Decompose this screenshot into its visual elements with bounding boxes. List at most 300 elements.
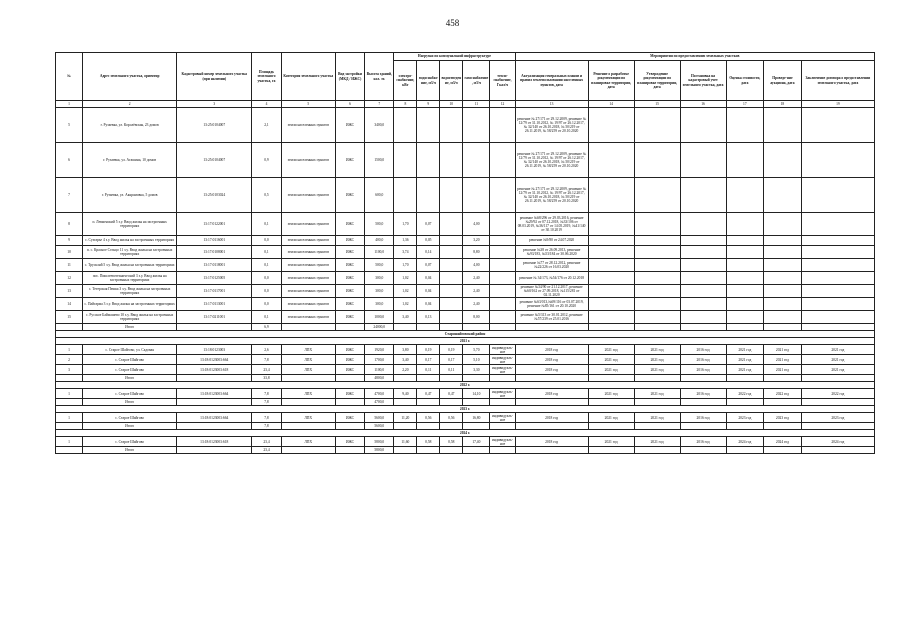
table-cell: 9,40	[394, 389, 417, 399]
table-cell	[801, 259, 874, 272]
table-cell: индивидуаль-ное	[490, 365, 515, 375]
table-cell: 500,0	[365, 213, 394, 236]
table-cell: 1,02	[394, 298, 417, 311]
total-row	[56, 375, 875, 382]
table-row	[56, 413, 875, 423]
table-cell: п. с. Красное Сельцо 11 з.у. Ввод жилья на застроенных территориях	[83, 246, 177, 259]
column-number: 5	[281, 101, 335, 108]
col-approve-header: Утверждение документации по планировке территории, дата	[634, 61, 680, 101]
table-cell: ИЖС	[335, 298, 364, 311]
table-cell	[394, 178, 417, 213]
table-cell	[463, 375, 490, 382]
table-cell: 13:18:0123003:664	[177, 413, 252, 423]
table-cell	[440, 178, 463, 213]
table-cell	[588, 213, 634, 236]
total-row	[56, 399, 875, 406]
table-cell	[588, 178, 634, 213]
table-cell: 300,0	[365, 272, 394, 285]
table-cell	[634, 259, 680, 272]
table-cell: ИЖС	[335, 143, 364, 178]
column-number: 4	[252, 101, 281, 108]
table-cell	[394, 108, 417, 143]
table-cell	[634, 178, 680, 213]
table-cell	[680, 375, 726, 382]
table-cell: 0,0	[252, 298, 281, 311]
table-cell	[440, 246, 463, 259]
table-cell	[281, 399, 335, 406]
table-cell	[726, 246, 764, 259]
total-row	[56, 447, 875, 454]
table-cell	[726, 447, 764, 454]
table-cell	[764, 178, 802, 213]
table-cell: 2021 год	[634, 413, 680, 423]
table-cell	[680, 178, 726, 213]
col-height-header: Высота зданий, кол. эт.	[365, 53, 394, 101]
table-cell	[440, 285, 463, 298]
table-cell: 2024 год	[764, 437, 802, 447]
table-cell: 2021 год	[588, 413, 634, 423]
table-cell: 1920,0	[365, 345, 394, 355]
table-cell: 2,1	[252, 108, 281, 143]
col-category-header: Категория земельного участка	[281, 53, 335, 101]
table-cell	[440, 375, 463, 382]
table-cell: 0,5	[252, 178, 281, 213]
table-cell	[588, 108, 634, 143]
total-row	[56, 423, 875, 430]
table-cell	[281, 324, 335, 331]
col-auction-header: Проведе-ние аукциона, дата	[764, 61, 802, 101]
table-row	[56, 311, 875, 324]
table-cell: 13:18:0123003:664	[177, 355, 252, 365]
table-cell: 2021 год	[801, 345, 874, 355]
table-cell: с. Старое Шайгово	[83, 437, 177, 447]
table-cell	[634, 311, 680, 324]
table-cell	[440, 311, 463, 324]
col-type-header: Вид застройки (МКД / ИЖС)	[335, 53, 364, 101]
table-cell: 5	[56, 108, 83, 143]
column-number: 7	[365, 101, 394, 108]
table-cell: 2016 год	[680, 365, 726, 375]
table-cell: 2016 год	[680, 345, 726, 355]
table-cell	[281, 447, 335, 454]
col-update-header: Актуализация генеральных планов и правил землепользования населенных пунктов, дата	[515, 61, 588, 101]
table-cell	[801, 285, 874, 298]
table-cell: 0,07	[417, 213, 440, 236]
table-cell: решение № 34/173, №54/176 от 20.12.2018	[515, 272, 588, 285]
table-cell	[515, 375, 588, 382]
table-cell: земли населенных пунктов	[281, 298, 335, 311]
table-cell: 2021 год	[726, 365, 764, 375]
table-cell: 1,70	[394, 213, 417, 236]
table-cell: п. Левженский 5 з.у. Ввод жилья на застроенных территориях	[83, 213, 177, 236]
table-cell	[440, 108, 463, 143]
table-cell	[417, 178, 440, 213]
table-cell	[634, 236, 680, 246]
col-no-header: №	[56, 53, 83, 101]
table-cell: решение № 27/171 от 29.12.2009, решение № 12/79 от 31.10.2012, № 19/97 от 26.12.2017, № 32/140 от 26.10.2018, № 50/219 от 26.11.2019, № 58/259 от 20.10.2020	[515, 143, 588, 178]
table-cell: ИЖС	[335, 236, 364, 246]
table-cell: 0,13	[417, 311, 440, 324]
table-cell: ИЖС	[335, 272, 364, 285]
table-cell	[490, 213, 515, 236]
table-cell: 3,74	[394, 246, 417, 259]
table-cell: ИЖС	[335, 413, 364, 423]
table-cell: с. Старое Шайгово	[83, 355, 177, 365]
table-cell: 12	[56, 272, 83, 285]
table-cell: 0,05	[417, 236, 440, 246]
table-cell	[726, 311, 764, 324]
table-cell: 2024 год	[726, 437, 764, 447]
table-cell	[680, 399, 726, 406]
table-cell	[764, 259, 802, 272]
table-cell	[764, 423, 802, 430]
table-cell	[634, 423, 680, 430]
table-cell: 2021 год	[726, 355, 764, 365]
table-cell: 9	[56, 236, 83, 246]
table-cell: 2021 год	[588, 389, 634, 399]
table-cell: с. Трускляй 5 з.у. Ввод жилья на застроенных территориях	[83, 259, 177, 272]
table-cell	[634, 285, 680, 298]
table-cell: 13:17:0118001	[177, 259, 252, 272]
table-cell	[680, 259, 726, 272]
table-cell	[281, 375, 335, 382]
table-cell	[490, 246, 515, 259]
table-cell	[335, 423, 364, 430]
table-cell: 2022 год	[801, 389, 874, 399]
table-cell: ИЖС	[335, 178, 364, 213]
table-cell: с. Старое Шайгово	[83, 413, 177, 423]
table-cell	[801, 236, 874, 246]
table-cell: 0,04	[417, 298, 440, 311]
column-numbers-row	[56, 101, 875, 108]
table-cell	[726, 108, 764, 143]
table-cell	[394, 423, 417, 430]
table-cell	[801, 246, 874, 259]
column-number: 9	[417, 101, 440, 108]
table-cell: 0,0	[252, 285, 281, 298]
table-cell: 0,58	[417, 437, 440, 447]
table-cell: 11,60	[394, 437, 417, 447]
table-cell	[490, 324, 515, 331]
col-water-header: водоснабжение, м3/ч	[417, 61, 440, 101]
table-cell: 4,00	[463, 259, 490, 272]
land-plots-table	[55, 52, 875, 454]
column-number: 19	[801, 101, 874, 108]
table-cell: 5,70	[463, 345, 490, 355]
table-cell: 2021 год	[634, 437, 680, 447]
table-cell: ИЖС	[335, 355, 364, 365]
table-cell: 3400,0	[365, 108, 394, 143]
table-cell	[56, 447, 83, 454]
table-cell: 4700,0	[365, 389, 394, 399]
table-cell: ЛПХ	[281, 389, 335, 399]
table-cell	[56, 399, 83, 406]
table-cell: 5,10	[463, 355, 490, 365]
table-cell: Итого	[83, 423, 177, 430]
table-cell	[588, 285, 634, 298]
table-cell: 2022 г.	[56, 382, 875, 389]
table-cell: 2016 год	[680, 389, 726, 399]
table-cell: 13:17:0116001	[177, 236, 252, 246]
table-cell: решение №38 от 26.09.2013, решение №93/183, №53/184 от 30.06.2020	[515, 246, 588, 259]
table-cell: 0,0	[252, 236, 281, 246]
table-cell: 0,19	[440, 345, 463, 355]
column-number: 8	[394, 101, 417, 108]
table-cell: 13	[56, 285, 83, 298]
table-cell: 7,8	[252, 399, 281, 406]
table-cell	[764, 311, 802, 324]
table-cell	[764, 399, 802, 406]
col-contract-header: Заключение договора о предоставлении земельного участка, дата	[801, 61, 874, 101]
table-cell	[490, 423, 515, 430]
table-cell: 0,17	[440, 355, 463, 365]
table-cell: 2021 год	[634, 355, 680, 365]
column-number: 14	[588, 101, 634, 108]
column-number: 12	[490, 101, 515, 108]
table-cell	[634, 143, 680, 178]
table-row	[56, 259, 875, 272]
table-body	[56, 108, 875, 454]
table-cell	[764, 324, 802, 331]
table-cell	[680, 143, 726, 178]
table-cell: 8	[56, 213, 83, 236]
col-elec-header: электро-снабжение, кВт	[394, 61, 417, 101]
table-cell: 2021 год	[801, 365, 874, 375]
table-cell	[726, 178, 764, 213]
table-cell: 2021 год	[588, 355, 634, 365]
table-cell	[726, 423, 764, 430]
table-cell: 2016 год	[680, 437, 726, 447]
column-number: 1	[56, 101, 83, 108]
table-cell	[490, 272, 515, 285]
table-cell: ЛПХ	[281, 345, 335, 355]
table-cell: индивидуаль-ное	[490, 413, 515, 423]
table-row	[56, 285, 875, 298]
table-cell: 7	[56, 178, 83, 213]
table-cell: 1	[56, 345, 83, 355]
table-cell: ИЖС	[335, 365, 364, 375]
table-row	[56, 108, 875, 143]
table-row	[56, 389, 875, 399]
table-cell: с. Тетерская Пешка 3 з.у. Ввод жилья на застроенных территориях	[83, 285, 177, 298]
table-cell: 0,9	[252, 143, 281, 178]
table-cell	[490, 447, 515, 454]
table-cell: 3,20	[463, 236, 490, 246]
column-number: 6	[335, 101, 364, 108]
table-cell	[440, 399, 463, 406]
table-cell	[680, 108, 726, 143]
table-cell: 13:18:0123003	[177, 345, 252, 355]
table-cell	[726, 143, 764, 178]
table-row	[56, 143, 875, 178]
table-cell	[588, 143, 634, 178]
year-header	[56, 338, 875, 345]
table-cell	[588, 236, 634, 246]
table-cell	[417, 447, 440, 454]
column-number: 16	[680, 101, 726, 108]
table-cell	[764, 272, 802, 285]
table-cell: 0,1	[252, 311, 281, 324]
table-cell: 24000,0	[365, 324, 394, 331]
table-cell: 15	[56, 311, 83, 324]
table-cell	[801, 324, 874, 331]
table-cell: 0,07	[417, 259, 440, 272]
table-cell	[801, 143, 874, 178]
table-cell: г. Рузаевка, ул. Аккрамовка, 5 домов	[83, 178, 177, 213]
year-header	[56, 430, 875, 437]
table-cell: 2018 год	[515, 413, 588, 423]
table-cell	[417, 375, 440, 382]
table-cell	[634, 272, 680, 285]
table-cell	[764, 108, 802, 143]
table-cell	[588, 311, 634, 324]
table-cell	[801, 298, 874, 311]
table-cell: 4700,0	[365, 399, 394, 406]
table-cell	[634, 447, 680, 454]
table-cell	[440, 236, 463, 246]
table-cell	[177, 447, 252, 454]
table-cell: 2023 год	[801, 413, 874, 423]
table-cell	[463, 447, 490, 454]
table-cell: Итого	[83, 375, 177, 382]
table-cell: 7,8	[252, 423, 281, 430]
table-cell	[440, 272, 463, 285]
table-cell	[764, 246, 802, 259]
table-cell	[463, 143, 490, 178]
table-cell	[281, 423, 335, 430]
group-events-header: Мероприятия по предоставлению земельных участков	[515, 53, 874, 61]
table-cell	[680, 272, 726, 285]
table-cell	[680, 246, 726, 259]
table-cell: с. Пайгарма 3 з.у. Ввод жилья на застроенных территориях	[83, 298, 177, 311]
table-cell	[680, 236, 726, 246]
table-cell	[463, 178, 490, 213]
column-number: 18	[764, 101, 802, 108]
table-cell: 0,04	[417, 285, 440, 298]
table-cell	[764, 375, 802, 382]
table-cell: решение № 27/171 от 29.12.2009, решение № 12/79 от 31.10.2012, № 19/97 от 26.12.2017, № 32/140 от 26.10.2018, № 50/219 от 26.11.2019, № 58/259 от 20.10.2020	[515, 178, 588, 213]
table-cell: 1,36	[394, 236, 417, 246]
table-cell	[726, 236, 764, 246]
table-cell: решение №5/313 от 30.01.2012, решение №57/239 от 25.01.2016	[515, 311, 588, 324]
table-cell	[463, 423, 490, 430]
table-cell: 600,0	[365, 178, 394, 213]
table-cell	[394, 324, 417, 331]
table-cell	[588, 375, 634, 382]
table-cell: 0,17	[417, 355, 440, 365]
column-number: 13	[515, 101, 588, 108]
table-cell: 2021 год	[634, 389, 680, 399]
table-cell: 1500,0	[365, 143, 394, 178]
table-cell: 0,1	[252, 246, 281, 259]
table-cell	[680, 298, 726, 311]
table-row	[56, 246, 875, 259]
table-cell	[490, 143, 515, 178]
column-number: 15	[634, 101, 680, 108]
table-cell: 23,4	[252, 437, 281, 447]
table-cell: 2023 год	[726, 413, 764, 423]
table-row	[56, 213, 875, 236]
table-cell: 0,19	[417, 345, 440, 355]
table-cell: земли населенных пунктов	[281, 311, 335, 324]
table-cell: 2018 год	[515, 355, 588, 365]
col-address-header: Адрес земельного участка, ориентир	[83, 53, 177, 101]
table-cell: ИЖС	[335, 311, 364, 324]
table-cell: Итого	[83, 399, 177, 406]
col-drain-header: водоотведение, м3/ч	[440, 61, 463, 101]
table-cell	[490, 399, 515, 406]
table-cell: ИЖС	[335, 108, 364, 143]
table-cell: земли населенных пунктов	[281, 259, 335, 272]
table-cell	[490, 311, 515, 324]
column-number: 2	[83, 101, 177, 108]
table-cell	[394, 447, 417, 454]
table-cell	[417, 108, 440, 143]
table-cell: 0,47	[440, 389, 463, 399]
table-cell: 2022 год	[726, 389, 764, 399]
table-cell	[801, 272, 874, 285]
table-cell	[588, 423, 634, 430]
col-gas-header: газоснабжение, м3/ч	[463, 61, 490, 101]
table-cell: 14	[56, 298, 83, 311]
table-cell: 1,02	[394, 285, 417, 298]
column-number: 10	[440, 101, 463, 108]
table-cell: пос. Пишлеевотехнический 3 з.у. Ввод жилья на застроенных территориях	[83, 272, 177, 285]
table-cell	[634, 108, 680, 143]
table-cell: решение № 27/171 от 29.12.2009, решение № 12/79 от 31.10.2012, № 19/97 от 26.12.2017, № 32/140 от 26.10.2018, № 50/219 от 26.11.2019, № 58/259 от 20.10.2020	[515, 108, 588, 143]
table-cell	[634, 375, 680, 382]
table-row	[56, 355, 875, 365]
table-cell: 8,80	[463, 246, 490, 259]
table-cell	[56, 423, 83, 430]
table-cell	[515, 423, 588, 430]
table-cell: 6,9	[252, 324, 281, 331]
table-cell: 1700,0	[365, 355, 394, 365]
table-cell: 0,04	[417, 272, 440, 285]
col-cadreg-header: Постановка на кадастровый учет земельного участка, дата	[680, 61, 726, 101]
table-cell	[634, 213, 680, 236]
table-cell	[394, 375, 417, 382]
table-cell: 2021 год	[726, 345, 764, 355]
table-cell	[177, 399, 252, 406]
table-cell: 2021 год	[588, 365, 634, 375]
table-cell: 1	[56, 437, 83, 447]
table-cell: 16,80	[463, 413, 490, 423]
table-cell: земли населенных пунктов	[281, 143, 335, 178]
table-cell: 13:25:0104007	[177, 143, 252, 178]
table-cell: Старошайговский район	[56, 331, 875, 338]
district-header	[56, 331, 875, 338]
table-cell: решение №68/296 от 29.03.2016, решение №29/92 от 07.12.2018, №33/106 от 08.03.2019, №36/117 от 14.05.2019, №41/140 от 30.10.2019	[515, 213, 588, 236]
table-cell: 0,0	[252, 272, 281, 285]
table-cell	[177, 423, 252, 430]
table-cell	[335, 375, 364, 382]
table-cell	[417, 324, 440, 331]
table-cell: ИЖС	[335, 345, 364, 355]
table-cell: 2021 год	[634, 345, 680, 355]
table-cell: индивидуаль-ное	[490, 355, 515, 365]
table-cell: земли населенных пунктов	[281, 272, 335, 285]
table-cell: 2023 год	[764, 413, 802, 423]
table-cell: 0,56	[440, 413, 463, 423]
table-cell	[440, 423, 463, 430]
table-cell: 2023 г.	[56, 406, 875, 413]
table-cell	[726, 259, 764, 272]
table-cell	[463, 108, 490, 143]
table-cell: 23,4	[252, 365, 281, 375]
table-cell: Итого	[83, 447, 177, 454]
table-cell	[801, 375, 874, 382]
